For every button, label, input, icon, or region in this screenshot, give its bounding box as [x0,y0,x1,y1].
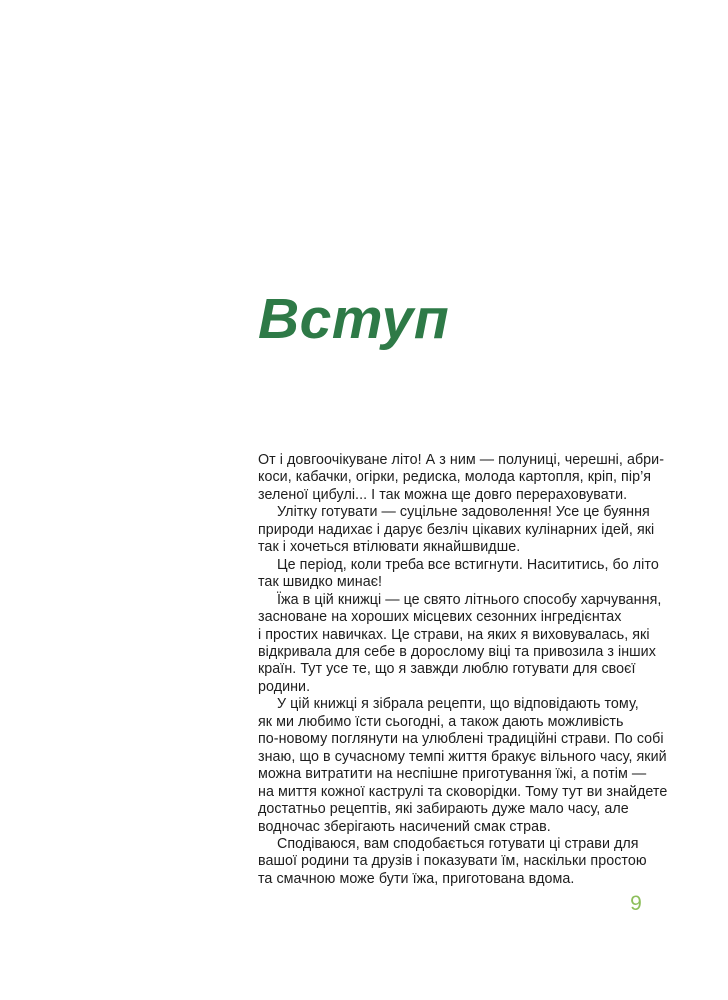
paragraph [258,696,684,836]
body-text-line: коси, кабачки, огірки, редиска, молода картопля, кріп, пір’я [258,469,652,486]
body-text-line: У цій книжці я зібрала рецепти, що відповідають тому, [277,696,639,713]
body-text-line: по-новому поглянути на улюблені традиційні страви. По собі [258,731,664,748]
body-text-line: достатньо рецептів, які забирають дуже мало часу, але [258,801,629,818]
body-text-line: та смачною може бути їжа, приготована вдома. [258,870,575,887]
intro-text [258,452,684,888]
body-text-line: відкривала для себе в дорослому віці та привозила з інших [258,643,656,660]
body-text-line: можна витратити на неспішне приготування їжі, а потім — [258,766,647,783]
paragraph [258,836,684,888]
body-text-line: на миття кожної каструлі та сковорідки. Тому тут ви знайдете [258,783,668,800]
chapter-title: Вступ [258,287,450,351]
body-text-line: країн. Тут усе те, що я завжди люблю готувати для своєї [258,661,636,678]
body-text-line: родини. [258,678,311,695]
paragraph [258,452,684,504]
body-text-line: засноване на хороших місцевих сезонних інгредієнтах [258,609,622,626]
body-text-line: зеленої цибулі... І так можна ще довго перераховувати. [258,486,628,503]
body-text-line: От і довгоочікуване літо! А з ним — полуниці, черешні, абри- [258,452,665,468]
body-text-line: Їжа в цій книжці — це свято літнього способу харчування, [277,591,662,608]
body-text-line: водночас зберігають насичений смак страв. [258,818,551,835]
body-text-line: і простих навичках. Це страви, на яких я виховувалась, які [258,626,650,643]
body-text-line: Сподіваюся, вам сподобається готувати ці страви для [277,835,639,852]
body-text-line: вашої родини та друзів і показувати їм, наскільки простою [258,853,647,870]
body-text-line: Улітку готувати — суцільне задоволення! Усе це буяння [277,504,650,521]
body-text-line: Це період, коли треба все встигнути. Насититись, бо літо [277,556,659,573]
body-text-line: як ми любимо їсти сьогодні, а також дають можливість [258,713,624,730]
page-number: 9 [630,892,642,915]
paragraph [258,592,684,697]
body-text-line: так і хочеться втілювати якнайшвидше. [258,539,521,556]
body-text-line: так швидко минає! [258,574,383,591]
body-text-line: природи надихає і дарує безліч цікавих кулінарних ідей, які [258,521,655,538]
paragraph [258,557,684,592]
paragraph [258,504,684,556]
body-text-line: знаю, що в сучасному темпі життя бракує вільного часу, який [258,748,667,765]
